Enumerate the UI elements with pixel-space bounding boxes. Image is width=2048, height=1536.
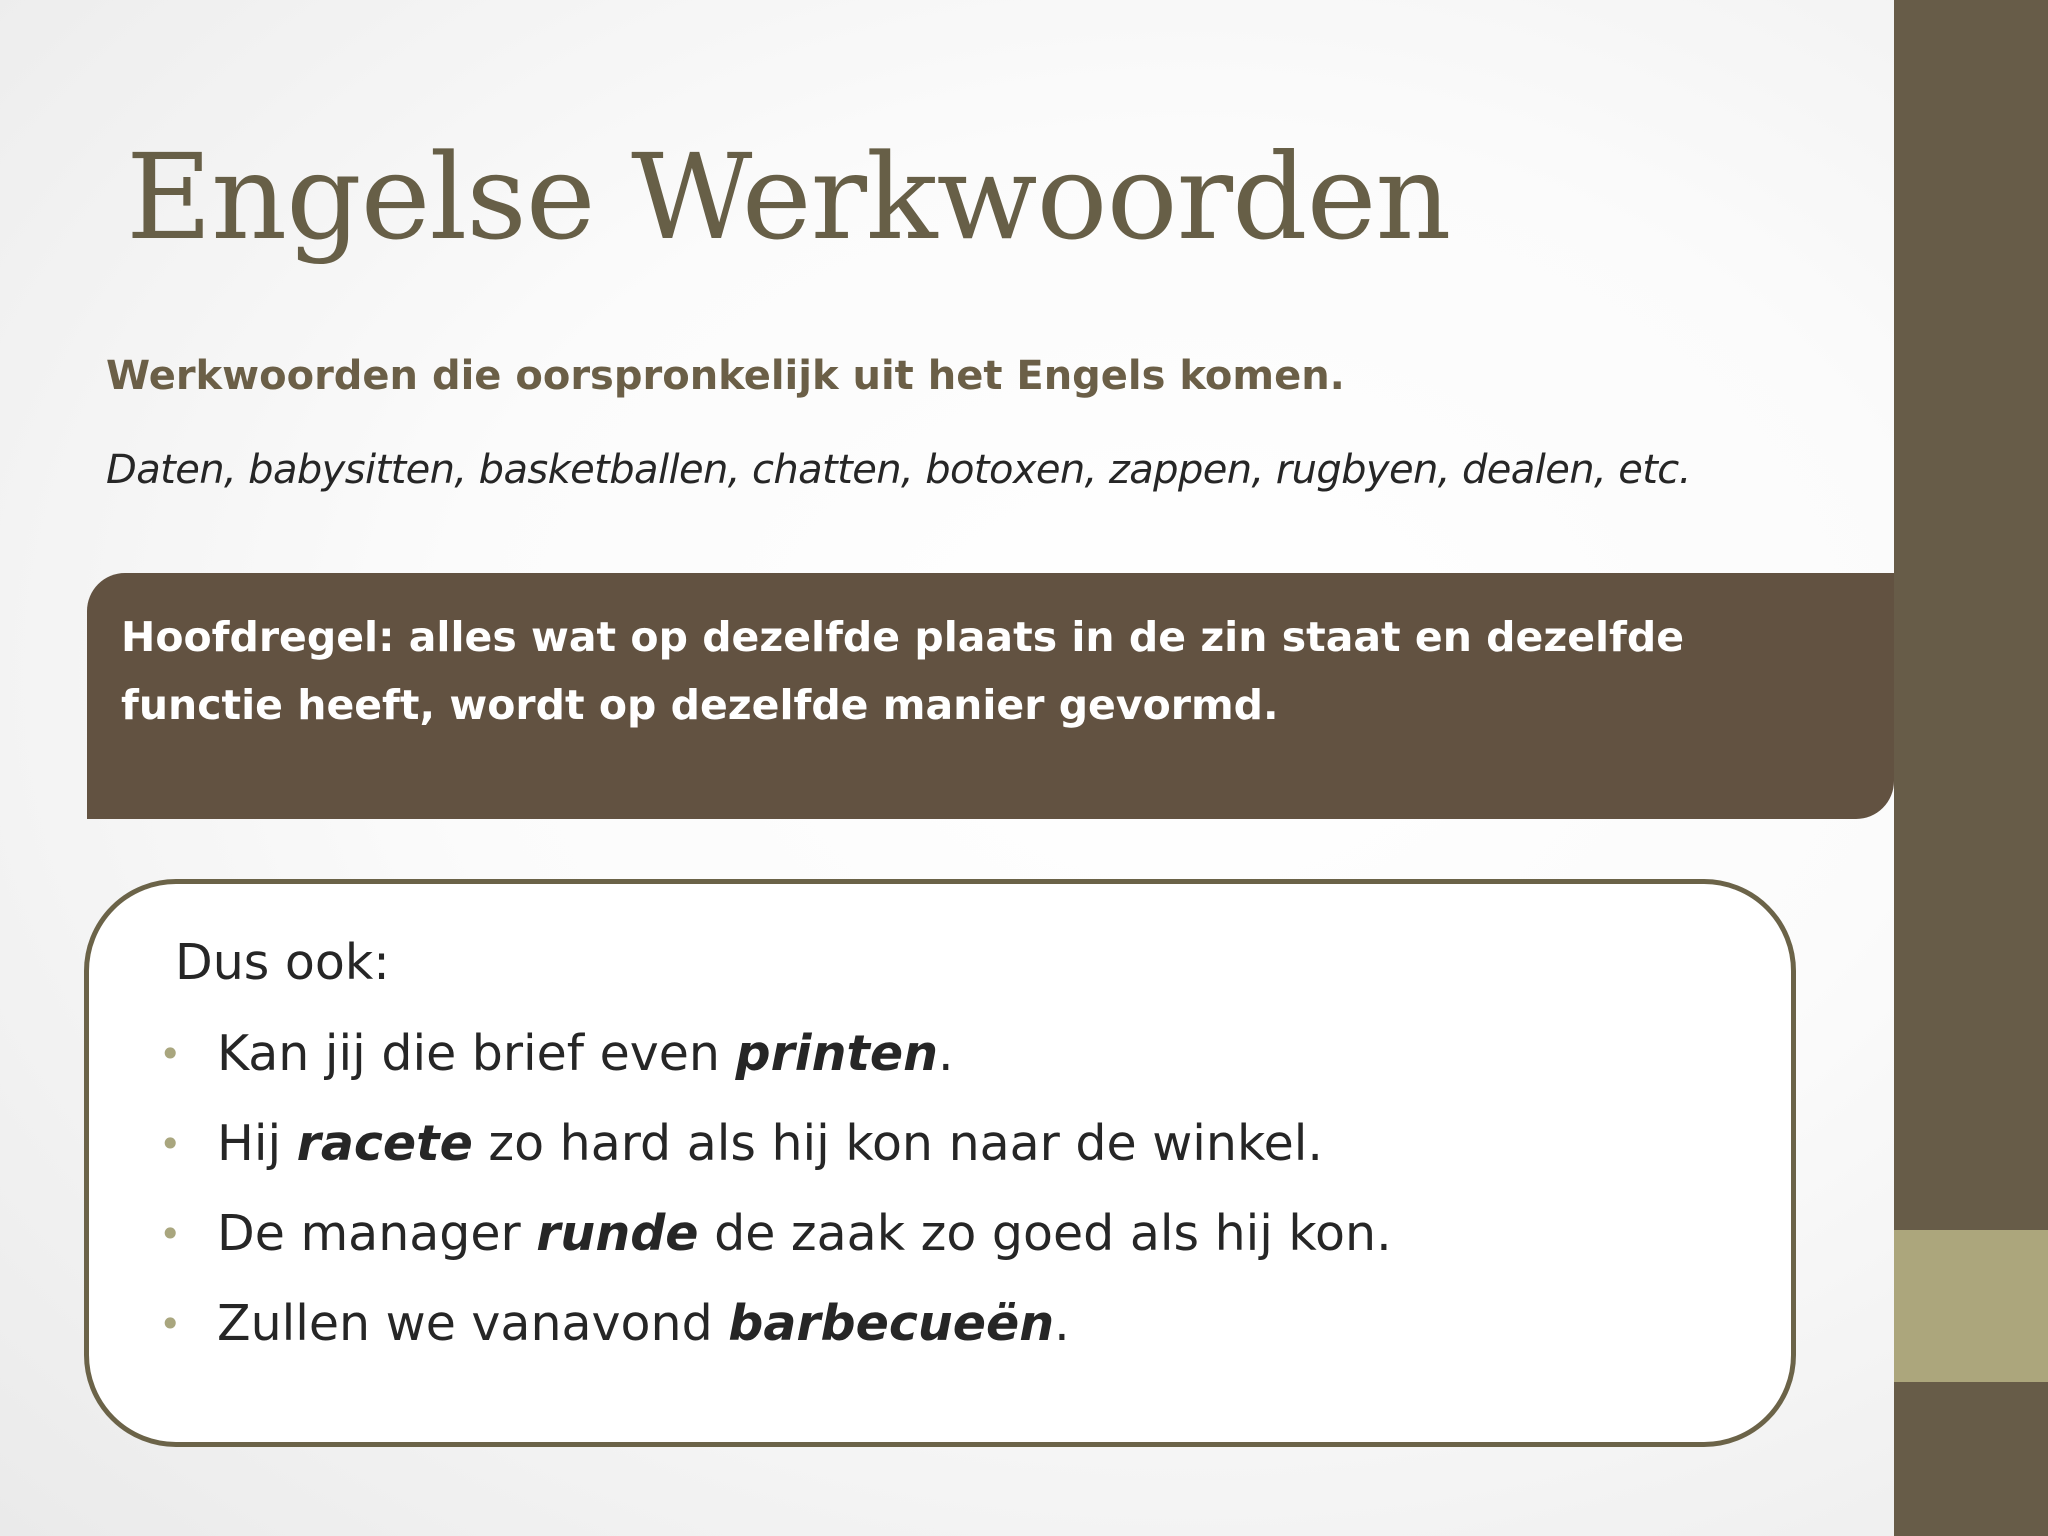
bullet-dot-icon: •	[159, 1032, 182, 1076]
bullet-verb: runde	[536, 1205, 699, 1262]
bullet-text-before: De manager	[217, 1205, 537, 1262]
bullet-item	[159, 1106, 1392, 1196]
bullet-verb: racete	[296, 1115, 473, 1172]
example-verbs-line: Daten, babysitten, basketballen, chatten, botoxen, zappen, rugbyen, dealen, etc.	[106, 447, 1691, 493]
rule-box	[87, 573, 1894, 819]
example-intro: Dus ook:	[175, 934, 390, 991]
bullet-item	[159, 1016, 1392, 1106]
bullet-text-after: zo hard als hij kon naar de winkel.	[472, 1115, 1323, 1172]
bullet-dot-icon: •	[159, 1212, 182, 1256]
slide-subtitle: Werkwoorden die oorspronkelijk uit het Engels komen.	[106, 353, 1345, 399]
bullet-verb: printen	[735, 1025, 939, 1082]
example-box	[84, 879, 1796, 1447]
side-accent-block	[1894, 1230, 2048, 1382]
bullet-dot-icon: •	[159, 1302, 182, 1346]
slide-title: Engelse Werkwoorden	[126, 128, 1451, 266]
bullet-dot-icon: •	[159, 1122, 182, 1166]
bullet-text-after: .	[1054, 1295, 1070, 1352]
bullet-item	[159, 1286, 1392, 1376]
rule-line-1: Hoofdregel: alles wat op dezelfde plaats in de zin staat en dezelfde	[121, 613, 1685, 661]
bullet-text-before: Zullen we vanavond	[217, 1295, 729, 1352]
bullet-text-before: Hij	[217, 1115, 297, 1172]
bullet-text-after: de zaak zo goed als hij kon.	[698, 1205, 1392, 1262]
rule-line-2: functie heeft, wordt op dezelfde manier gevormd.	[121, 681, 1279, 729]
bullet-verb: barbecueën	[728, 1295, 1055, 1352]
bullet-text-before: Kan jij die brief even	[217, 1025, 736, 1082]
bullet-item	[159, 1196, 1392, 1286]
bullet-text-after: .	[938, 1025, 954, 1082]
example-bullet-list	[159, 1016, 1392, 1376]
